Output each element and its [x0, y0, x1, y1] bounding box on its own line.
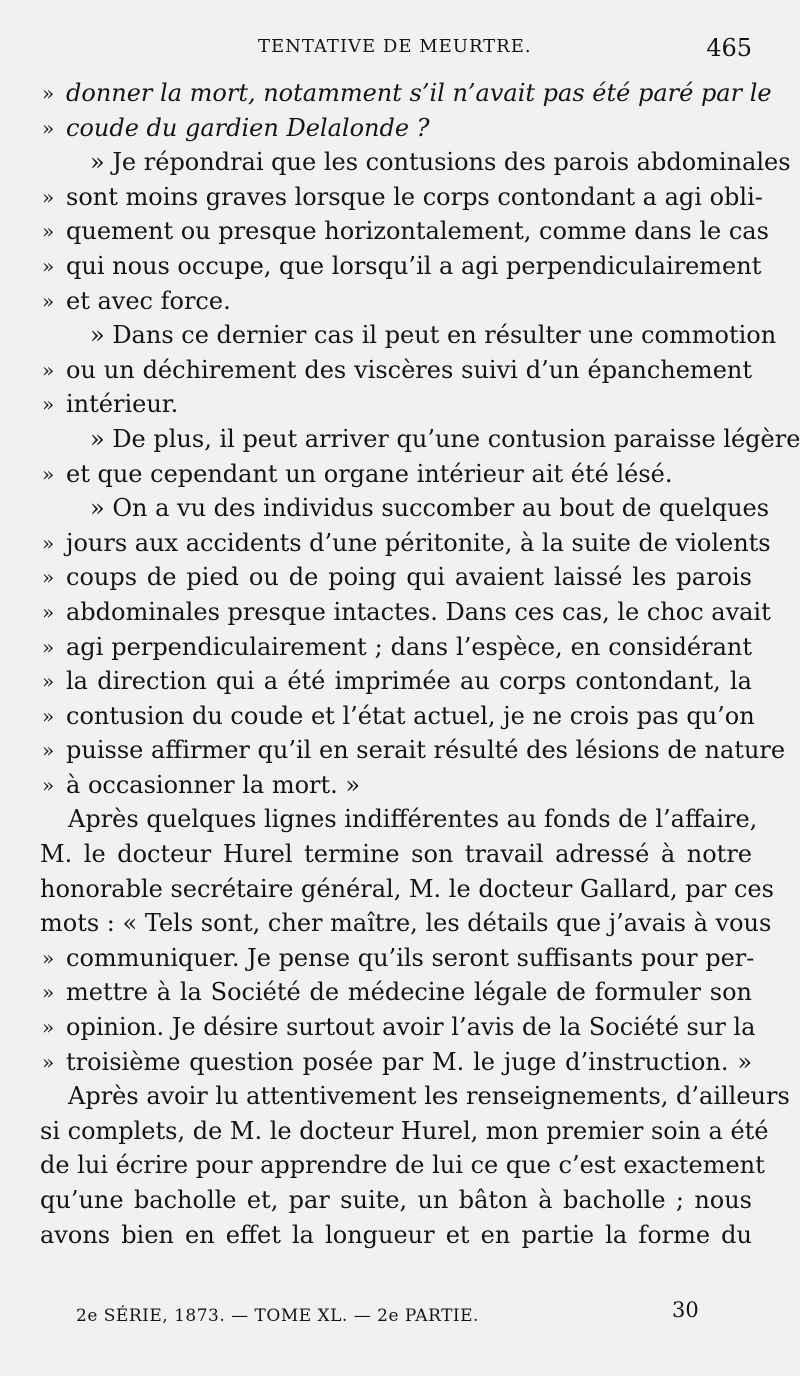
line-text: opinion. Je désire surtout avoir l’avis de la Société sur la: [66, 1013, 756, 1042]
line-text: honorable secrétaire général, M. le docteur Gallard, par ces: [40, 874, 774, 903]
line-text: coude du gardien Delalonde ?: [66, 113, 430, 142]
text-line: [0, 699, 800, 734]
text-line: [0, 906, 800, 941]
text-line: [0, 284, 800, 319]
text-line: [0, 422, 800, 457]
quote-mark: »: [42, 738, 55, 763]
text-line: [0, 491, 800, 526]
line-text: » On a vu des individus succomber au bout de quelques: [90, 494, 770, 523]
line-text: mots : « Tels sont, cher maître, les détails que j’avais à vous: [40, 909, 772, 938]
page-header: [0, 36, 800, 70]
quote-mark: »: [42, 115, 55, 140]
line-text: agi perpendiculairement ; dans l’espèce, en considérant: [66, 632, 752, 661]
line-text: donner la mort, notamment s’il n’avait pas été paré par le: [66, 79, 772, 107]
text-line: [0, 180, 800, 215]
line-text: de lui écrire pour apprendre de lui ce que c’est exactement: [40, 1151, 765, 1180]
line-text: et que cependant un organe intérieur ait été lésé.: [66, 459, 673, 488]
line-text: si complets, de M. le docteur Hurel, mon premier soin a été: [40, 1116, 769, 1145]
line-text: troisième question posée par M. le juge d’instruction. »: [66, 1047, 752, 1076]
quote-mark: »: [42, 184, 55, 209]
line-text: Après quelques lignes indifférentes au fonds de l’affaire,: [68, 805, 758, 834]
line-text: abdominales presque intactes. Dans ces cas, le choc avait: [66, 597, 771, 626]
text-line: [0, 526, 800, 561]
body-text: [0, 76, 800, 1252]
quote-mark: »: [42, 980, 55, 1005]
text-line: [0, 76, 800, 111]
text-line: [0, 353, 800, 388]
page-number: 465: [706, 34, 752, 62]
line-text: la direction qui a été imprimée au corps contondant, la: [66, 667, 752, 696]
running-title: TENTATIVE DE MEURTRE.: [258, 36, 532, 57]
quote-mark: »: [42, 599, 55, 624]
line-text: coups de pied ou de poing qui avaient laissé les parois: [66, 563, 752, 592]
text-line: [0, 145, 800, 180]
quote-mark: »: [42, 530, 55, 555]
text-line: [0, 768, 800, 803]
quote-mark: »: [42, 81, 55, 105]
quote-mark: »: [42, 634, 55, 659]
quote-mark: »: [42, 565, 55, 590]
quote-mark: »: [42, 703, 55, 728]
text-line: [0, 1218, 800, 1253]
text-line: [0, 457, 800, 492]
text-line: [0, 318, 800, 353]
line-text: qu’une bacholle et, par suite, un bâton à bacholle ; nous: [40, 1186, 752, 1214]
text-line: [0, 975, 800, 1010]
text-line: [0, 1045, 800, 1080]
quote-mark: »: [42, 772, 55, 797]
text-line: [0, 1079, 800, 1114]
quote-mark: »: [42, 253, 55, 278]
series-line: 2e SÉRIE, 1873. — TOME XL. — 2e PARTIE.: [76, 1306, 479, 1326]
quote-mark: »: [42, 219, 55, 244]
line-text: Après avoir lu attentivement les renseignements, d’ailleurs: [68, 1082, 790, 1111]
line-text: qui nous occupe, que lorsqu’il a agi perpendiculairement: [66, 251, 762, 280]
quote-mark: »: [42, 357, 55, 382]
quote-mark: »: [42, 945, 55, 970]
text-line: [0, 1183, 800, 1218]
text-line: [0, 214, 800, 249]
text-line: [0, 733, 800, 768]
text-line: [0, 664, 800, 699]
line-text: puisse affirmer qu’il en serait résulté des lésions de nature: [66, 736, 786, 765]
line-text: ou un déchirement des viscères suivi d’un épanchement: [66, 355, 752, 384]
line-text: M. le docteur Hurel termine son travail adressé à notre: [40, 840, 752, 869]
text-line: [0, 1148, 800, 1183]
text-line: [0, 630, 800, 665]
quote-mark: »: [42, 1049, 55, 1074]
line-text: » De plus, il peut arriver qu’une contusion paraisse légère: [90, 424, 800, 453]
line-text: » Dans ce dernier cas il peut en résulter une commotion: [90, 321, 777, 350]
text-line: [0, 249, 800, 284]
text-line: [0, 111, 800, 146]
line-text: mettre à la Société de médecine légale de formuler son: [66, 978, 752, 1007]
text-line: [0, 941, 800, 976]
text-line: [0, 802, 800, 837]
text-line: [0, 560, 800, 595]
quote-mark: »: [42, 1015, 55, 1040]
text-line: [0, 837, 800, 872]
quote-mark: »: [42, 392, 55, 417]
line-text: à occasionner la mort. »: [66, 770, 361, 799]
line-text: avons bien en effet la longueur et en partie la forme du: [40, 1220, 752, 1249]
line-text: contusion du coude et l’état actuel, je ne crois pas qu’on: [66, 701, 755, 730]
line-text: jours aux accidents d’une péritonite, à la suite de violents: [66, 528, 771, 557]
text-line: [0, 872, 800, 907]
text-line: [0, 595, 800, 630]
quote-mark: »: [42, 461, 55, 486]
line-text: communiquer. Je pense qu’ils seront suffisants pour per-: [66, 943, 755, 972]
line-text: intérieur.: [66, 390, 179, 419]
page-footer: [0, 1298, 800, 1338]
line-text: » Je répondrai que les contusions des parois abdominales: [90, 148, 791, 177]
line-text: sont moins graves lorsque le corps contondant a agi obli-: [66, 182, 763, 211]
text-line: [0, 1010, 800, 1045]
signature-mark: 30: [672, 1298, 699, 1322]
text-line: [0, 387, 800, 422]
line-text: et avec force.: [66, 286, 231, 315]
quote-mark: »: [42, 288, 55, 313]
text-line: [0, 1114, 800, 1149]
line-text: quement ou presque horizontalement, comme dans le cas: [66, 217, 769, 246]
quote-mark: »: [42, 669, 55, 694]
